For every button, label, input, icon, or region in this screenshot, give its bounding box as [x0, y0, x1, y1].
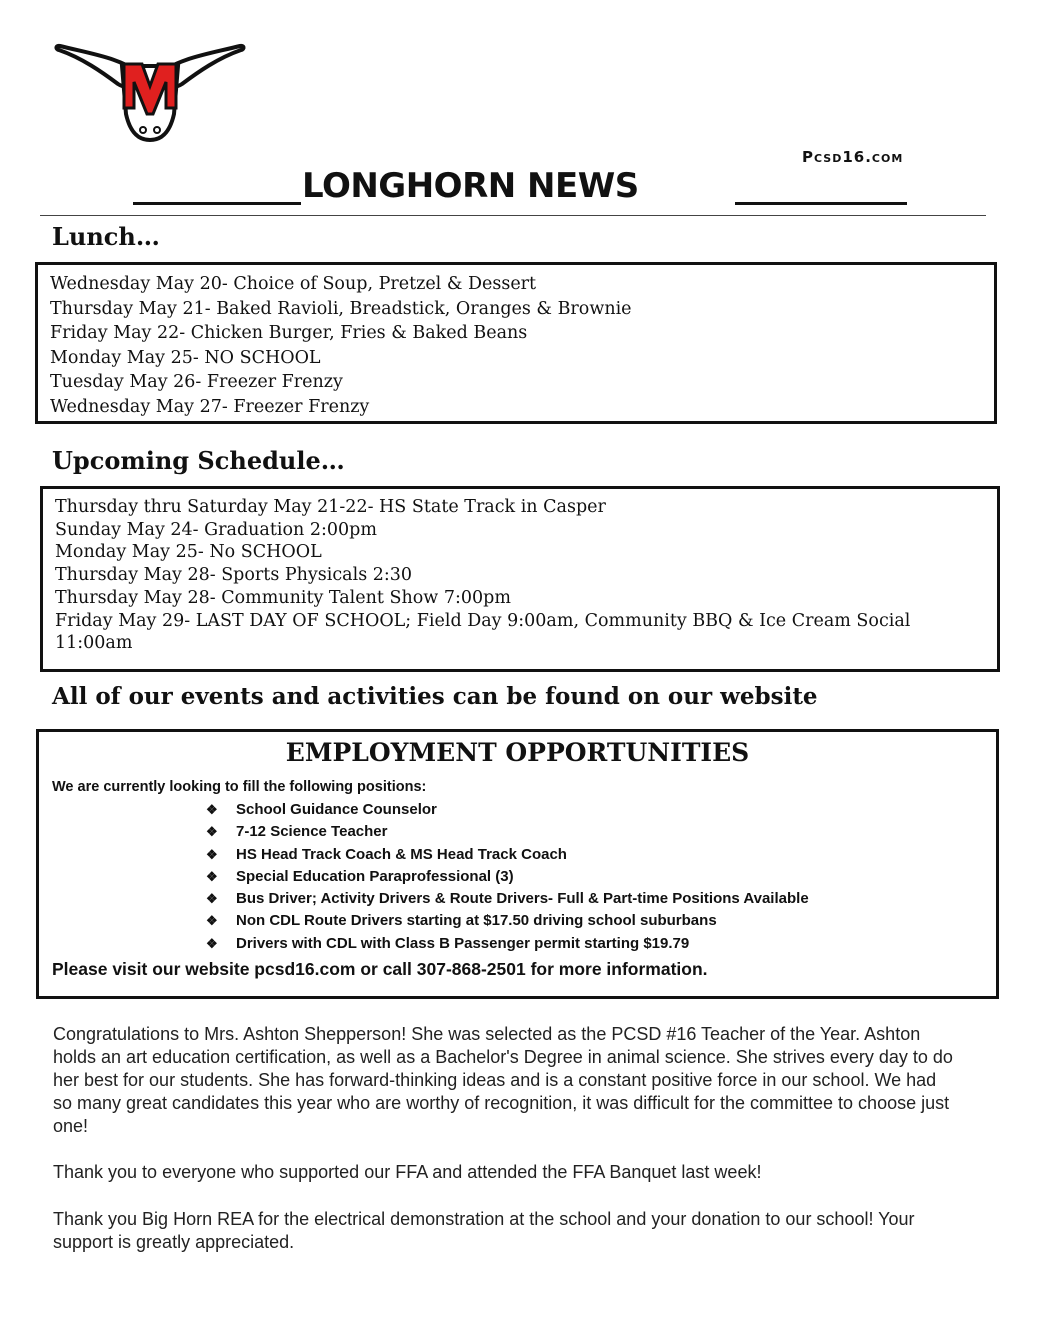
schedule-heading: Upcoming Schedule… [52, 446, 345, 475]
schedule-item: Friday May 29- LAST DAY OF SCHOOL; Field Day 9:00am, Community BBQ & Ice Cream Social 11:00am [55, 610, 911, 654]
lunch-item: Thursday May 21- Baked Ravioli, Breadstick, Oranges & Brownie [50, 298, 632, 319]
diamond-bullet-icon: ❖ [206, 913, 218, 929]
schedule-item: Monday May 25- No SCHOOL [55, 542, 322, 563]
position-item: ❖ Bus Driver; Activity Drivers & Route Drivers- Full & Part-time Positions Available [206, 888, 996, 910]
lunch-item: Wednesday May 27- Freezer Frenzy [50, 396, 370, 417]
diamond-bullet-icon: ❖ [206, 891, 218, 907]
position-item: ❖ Drivers with CDL with Class B Passenger permit starting $19.79 [206, 933, 996, 955]
schedule-box [40, 486, 1000, 672]
lunch-item: Friday May 22- Chicken Burger, Fries & Baked Beans [50, 323, 528, 343]
schedule-item: Thursday thru Saturday May 21-22- HS State Track in Casper [55, 497, 606, 517]
lunch-item: Wednesday May 20- Choice of Soup, Pretzel & Dessert [50, 274, 537, 294]
employment-intro: We are currently looking to fill the following positions: [52, 779, 427, 795]
website-note: All of our events and activities can be found on our website [52, 683, 818, 710]
title-underline-left [133, 202, 301, 205]
schedule-item: Thursday May 28- Sports Physicals 2:30 [55, 565, 413, 586]
diamond-bullet-icon: ❖ [206, 846, 218, 862]
position-item: ❖ School Guidance Counselor [206, 799, 996, 821]
lunch-heading: Lunch… [52, 222, 160, 251]
longhorn-logo [52, 36, 248, 146]
position-item: ❖ Special Education Paraprofessional (3) [206, 866, 996, 888]
schedule-item: Sunday May 24- Graduation 2:00pm [55, 519, 377, 540]
teacher-of-year-paragraph: Congratulations to Mrs. Ashton Shepperson! She was selected as the PCSD #16 Teacher of the Year. Ashton holds an art education certification, as well as a Bachelor's Degree in animal science. She strives every day to do her best for our students. She has forward-thinking ideas and is a constant positive force in our school. We had so many great candidates this year who are worthy of recognition, it was difficult for the committee to choose just one! [53, 1024, 953, 1136]
diamond-bullet-icon: ❖ [206, 935, 218, 951]
employment-title: EMPLOYMENT OPPORTUNITIES [285, 738, 750, 767]
employment-footer: Please visit our website pcsd16.com or call 307-868-2501 for more information. [52, 959, 708, 980]
position-item: ❖ Non CDL Route Drivers starting at $17.50 driving school suburbans [206, 910, 996, 932]
title-underline-right [735, 202, 907, 205]
diamond-bullet-icon: ❖ [206, 868, 218, 884]
lunch-box [35, 262, 997, 424]
header-rule [40, 215, 986, 216]
employment-box [36, 729, 999, 999]
diamond-bullet-icon: ❖ [206, 802, 218, 817]
ffa-thanks-paragraph: Thank you to everyone who supported our FFA and attended the FFA Banquet last week! [53, 1162, 762, 1182]
lunch-item: Monday May 25- NO SCHOOL [50, 347, 321, 368]
position-item: ❖ HS Head Track Coach & MS Head Track Coach [206, 844, 996, 866]
rea-thanks-paragraph: Thank you Big Horn REA for the electrical demonstration at the school and your donation to our school! Your support is greatly appreciated. [53, 1209, 915, 1252]
newsletter-title: LONGHORN NEWS [302, 166, 639, 206]
position-item: ❖ 7-12 Science Teacher [206, 821, 996, 843]
position-list [39, 799, 996, 955]
schedule-item: Thursday May 28- Community Talent Show 7:00pm [55, 587, 511, 608]
diamond-bullet-icon: ❖ [206, 824, 218, 840]
lunch-item: Tuesday May 26- Freezer Frenzy [50, 372, 343, 392]
website-link[interactable]: Pcsd16.com [802, 148, 904, 166]
